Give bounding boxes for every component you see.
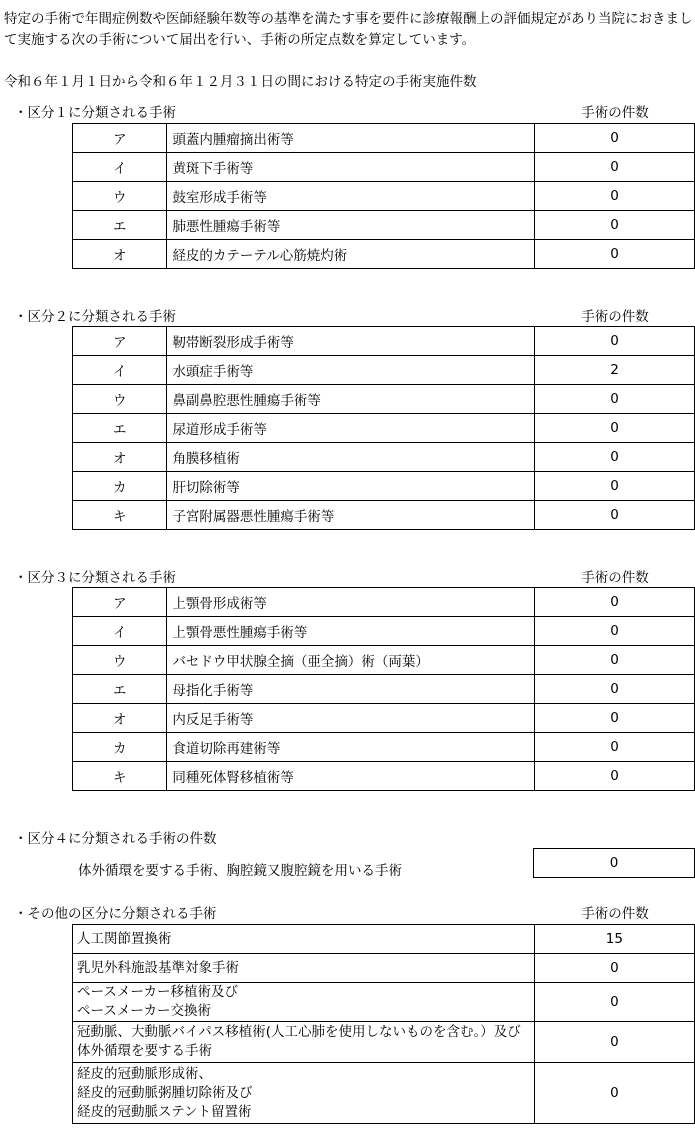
procedure-count: 0 [535, 443, 695, 472]
other-count-header: 手術の件数 [581, 906, 649, 922]
procedure-count: 0 [535, 414, 695, 443]
procedure-count: 0 [535, 733, 695, 762]
procedure-count: 0 [535, 675, 695, 704]
procedure-name: 冠動脈、大動脈バイパス移植術(人工心肺を使用しないものを含む。）及び 体外循環を要する手術 [73, 1022, 535, 1063]
row-key: オ [73, 443, 167, 472]
section4-label: 体外循環を要する手術、胸腔鏡又腹腔鏡を用いる手術 [78, 863, 402, 879]
table-row [73, 704, 695, 733]
intro-text: 特定の手術で年間症例数や医師経験年数等の基準を満たす事を要件に診療報酬上の評価規定があり当院におきまして実施する次の手術について届出を行い、手術の所定点数を算定しています。 [4, 11, 693, 48]
table-row [73, 327, 695, 356]
other-rows [73, 925, 695, 1124]
procedure-name: 乳児外科施設基準対象手術 [73, 954, 535, 983]
row-key: キ [73, 762, 167, 791]
row-key: エ [73, 414, 167, 443]
procedure-name: 上顎骨悪性腫瘍手術等 [167, 617, 535, 646]
row-key: カ [73, 472, 167, 501]
procedure-name: 肝切除術等 [167, 472, 535, 501]
row-key: ア [73, 124, 167, 153]
table-row [73, 646, 695, 675]
other-title: ・その他の区分に分類される手術 [14, 906, 217, 922]
procedure-name: 肺悪性腫瘍手術等 [167, 211, 535, 240]
procedure-name: 母指化手術等 [167, 675, 535, 704]
procedure-name: 上顎骨形成術等 [167, 588, 535, 617]
table-row [73, 588, 695, 617]
row-key: ウ [73, 385, 167, 414]
table-row [73, 762, 695, 791]
row-key: ア [73, 588, 167, 617]
procedure-name: 鼻副鼻腔悪性腫瘍手術等 [167, 385, 535, 414]
table-row [73, 414, 695, 443]
procedure-count: 2 [535, 356, 695, 385]
row-key: イ [73, 617, 167, 646]
procedure-count: 0 [535, 472, 695, 501]
section4-count: 0 [533, 848, 695, 878]
procedure-name: 同種死体腎移植術等 [167, 762, 535, 791]
procedure-count: 0 [535, 124, 695, 153]
row-key: キ [73, 501, 167, 530]
procedure-count: 0 [535, 240, 695, 269]
procedure-count: 0 [535, 646, 695, 675]
table-row [73, 356, 695, 385]
other-table [72, 924, 695, 1124]
row-key: エ [73, 211, 167, 240]
row-key: ア [73, 327, 167, 356]
table-row [73, 211, 695, 240]
procedure-count: 0 [535, 617, 695, 646]
section2-rows [73, 327, 695, 530]
section1-title: ・区分１に分類される手術 [14, 105, 176, 121]
procedure-count: 0 [535, 588, 695, 617]
row-key: オ [73, 704, 167, 733]
table-row [73, 675, 695, 704]
procedure-name: 内反足手術等 [167, 704, 535, 733]
procedure-name: 人工関節置換術 [73, 925, 535, 954]
procedure-count: 0 [535, 182, 695, 211]
procedure-count: 0 [534, 1063, 694, 1124]
table-row [73, 240, 695, 269]
procedure-name: 靭帯断裂形成手術等 [167, 327, 535, 356]
table-row [73, 617, 695, 646]
row-key: オ [73, 240, 167, 269]
row-key: イ [73, 153, 167, 182]
procedure-name: 頭蓋内腫瘤摘出術等 [167, 124, 535, 153]
section1-count-header: 手術の件数 [581, 105, 649, 121]
procedure-count: 0 [535, 704, 695, 733]
procedure-name: バセドウ甲状腺全摘（亜全摘）術（両葉） [167, 646, 535, 675]
table-row [73, 153, 695, 182]
row-key: エ [73, 675, 167, 704]
table-row [73, 501, 695, 530]
procedure-count: 15 [534, 925, 694, 954]
procedure-count: 0 [535, 385, 695, 414]
procedure-name: 角膜移植術 [167, 443, 535, 472]
procedure-count: 0 [534, 1022, 694, 1063]
procedure-count: 0 [535, 762, 695, 791]
table-row [73, 472, 695, 501]
table-row [73, 385, 695, 414]
section4-title: ・区分４に分類される手術の件数 [14, 831, 217, 847]
procedure-name: 鼓室形成手術等 [167, 182, 535, 211]
procedure-count: 0 [535, 501, 695, 530]
section1-table [72, 123, 695, 269]
procedure-name: 食道切除再建術等 [167, 733, 535, 762]
section2-count-header: 手術の件数 [581, 309, 649, 325]
table-row [73, 443, 695, 472]
table-row [73, 925, 695, 954]
section3-count-header: 手術の件数 [581, 570, 649, 586]
procedure-name: 経皮的カテーテル心筋焼灼術 [167, 240, 535, 269]
table-row [73, 983, 695, 1022]
section3-title: ・区分３に分類される手術 [14, 570, 176, 586]
table-row [73, 733, 695, 762]
row-key: ウ [73, 646, 167, 675]
section1-rows [73, 124, 695, 269]
section2-table [72, 326, 695, 530]
procedure-name: ペースメーカー移植術及び ペースメーカー交換術 [73, 983, 535, 1022]
table-row [73, 124, 695, 153]
table-row [73, 1022, 695, 1063]
row-key: イ [73, 356, 167, 385]
section2-title: ・区分２に分類される手術 [14, 309, 176, 325]
section3-table [72, 587, 695, 791]
procedure-name: 経皮的冠動脈形成術、 経皮的冠動脈粥腫切除術及び 経皮的冠動脈ステント留置術 [73, 1063, 535, 1124]
procedure-name: 水頭症手術等 [167, 356, 535, 385]
procedure-name: 黄斑下手術等 [167, 153, 535, 182]
period-text: 令和６年１月１日から令和６年１２月３１日の間における特定の手術実施件数 [4, 74, 477, 90]
procedure-name: 子宮附属器悪性腫瘍手術等 [167, 501, 535, 530]
procedure-count: 0 [535, 327, 695, 356]
procedure-count: 0 [535, 153, 695, 182]
row-key: カ [73, 733, 167, 762]
procedure-count: 0 [534, 983, 694, 1022]
row-key: ウ [73, 182, 167, 211]
table-row [73, 954, 695, 983]
procedure-count: 0 [534, 954, 694, 983]
section3-rows [73, 588, 695, 791]
procedure-count: 0 [535, 211, 695, 240]
procedure-name: 尿道形成手術等 [167, 414, 535, 443]
table-row [73, 1063, 695, 1124]
table-row [73, 182, 695, 211]
